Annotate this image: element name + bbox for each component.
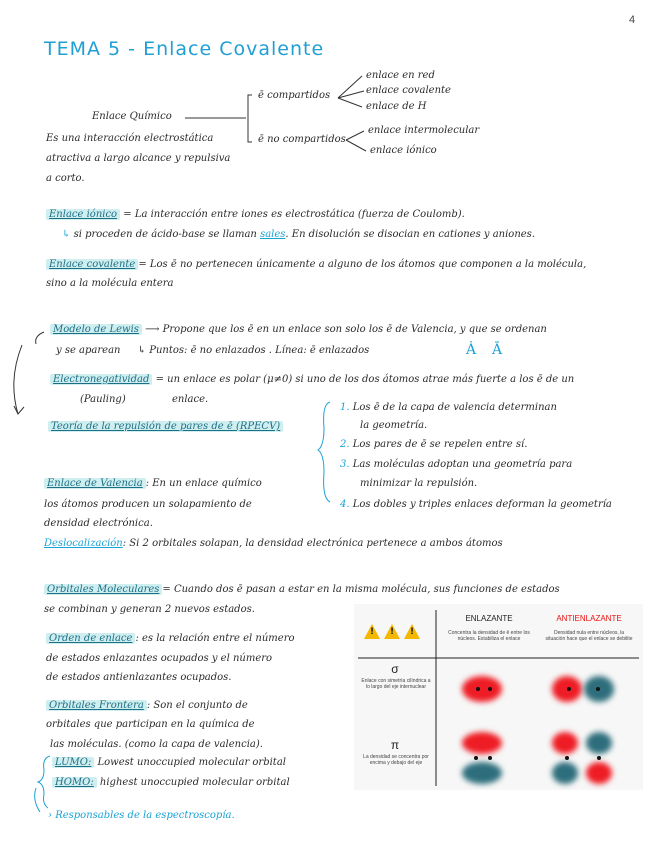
mo-line2: se combinan y generan 2 nuevos estados. [44, 604, 255, 615]
delocalization-text: : Si 2 orbitales solapan, la densidad electrónica pertenece a ambos átomos [122, 538, 503, 549]
page-title: TEMA 5 - Enlace Covalente [44, 38, 325, 60]
frontier-line2: orbitales que participan en la química de [46, 719, 255, 730]
nucleus-dot [474, 756, 478, 760]
rpecv-item: 4. Los dobles y triples enlaces deforman la geometría [340, 499, 612, 510]
valence-bond-line [44, 478, 262, 489]
mo-term: Orbitales Moleculares [44, 584, 162, 595]
nucleus-dot [565, 756, 569, 760]
electronegativity-text: = un enlace es polar (μ≠0) si uno de los dos átomos atrae más fuerte a los ē de un [155, 374, 575, 385]
delocalization-term: Deslocalización [44, 538, 123, 549]
valence-bond-text: : En un enlace químico [145, 478, 262, 489]
page-number: 4 [629, 14, 636, 26]
lewis-line2 [56, 345, 369, 356]
shared-item: enlace en red [366, 70, 435, 81]
row-caption-sigma: Enlace con simetría cilíndrica a lo largo del eje internuclear [361, 678, 431, 690]
rpecv-item: 3. Las moléculas adoptan una geometría para [340, 459, 573, 470]
lumo-line [52, 757, 286, 768]
warning-icon: ! [404, 624, 420, 639]
footer-line [48, 810, 235, 821]
ionic-bond-term: Enlace iónico [46, 209, 120, 220]
rpecv-term: Teoría de la repulsión de pares de ē (RPECV) [48, 421, 283, 432]
frontier-line [46, 700, 248, 711]
homo-label: HOMO: [52, 777, 97, 788]
sigma-bonding-lobe [462, 676, 502, 702]
delocalization-line [44, 538, 503, 549]
lewis-symbol-dot: Ȧ [466, 342, 477, 358]
row-label-sigma: σ [391, 662, 399, 676]
mo-line [44, 584, 560, 595]
frontier-term: Orbitales Frontera [46, 700, 147, 711]
bond-order-line [46, 633, 295, 644]
lewis-symbol-line: Ā [492, 342, 503, 358]
pi-antibonding-lobe [586, 732, 612, 754]
branch-not-shared: ē no compartidos [258, 134, 346, 145]
not-shared-item: enlace intermolecular [368, 125, 480, 136]
ionic-note-post: . En disolución se disocian en cationes y aniones. [285, 229, 535, 240]
not-shared-item: enlace iónico [370, 145, 437, 156]
lumo-text: Lowest unoccupied molecular orbital [97, 757, 286, 768]
lewis-line2b: Puntos: ē no enlazados . Línea: ē enlazados [149, 345, 370, 356]
covalent-bond-line [46, 259, 586, 270]
valence-bond-term: Enlace de Valencia [44, 478, 146, 489]
orbital-table [354, 604, 643, 790]
nucleus-dot [488, 756, 492, 760]
arrow-icon: ↳ [62, 229, 71, 240]
pi-bonding-lobe [462, 762, 502, 784]
nucleus-dot [597, 756, 601, 760]
shared-item: enlace covalente [366, 85, 451, 96]
electronegativity-term: Electronegatividad [50, 374, 152, 385]
col-header-antibonding: ANTIENLAZANTE [556, 614, 622, 623]
ionic-note-term: sales [260, 229, 286, 240]
rpecv-item-cont: la geometría. [360, 420, 428, 431]
homo-line [52, 777, 290, 788]
branch-shared: ē compartidos [258, 90, 331, 101]
col-caption-antibonding: Densidad nula entre núcleos, la situación hace que el enlace se debilite [545, 630, 633, 642]
valence-line3: densidad electrónica. [44, 518, 153, 529]
electronegativity-line [50, 374, 574, 385]
bracket-lines [0, 0, 60, 430]
electroneg-line2a: (Pauling) [80, 394, 126, 405]
pi-bonding-lobe [462, 732, 502, 754]
definition-line: a corto. [46, 173, 85, 184]
bond-order-text: : es la relación entre el número [135, 633, 295, 644]
definition-line: Es una interacción electrostática [46, 133, 214, 144]
lumo-label: LUMO: [52, 757, 94, 768]
definition-line: atractiva a largo alcance y repulsiva [46, 153, 231, 164]
valence-line2: los átomos producen un solapamiento de [44, 499, 252, 510]
pi-antibonding-lobe [586, 762, 612, 784]
nucleus-dot [567, 687, 571, 691]
covalent-bond-term: Enlace covalente [46, 259, 138, 270]
lewis-term: Modelo de Lewis [50, 324, 142, 335]
ionic-bond-text: = La interacción entre iones es electrostática (fuerza de Coulomb). [123, 209, 465, 220]
diagram-root: Enlace Químico [92, 111, 172, 122]
ionic-bond-line [46, 209, 465, 220]
homo-text: highest unoccupied molecular orbital [99, 777, 290, 788]
warning-icon: ! [384, 624, 400, 639]
rpecv-item: 2. Los pares de ē se repelen entre sí. [340, 439, 528, 450]
covalent-bond-line2: sino a la molécula entera [46, 278, 174, 289]
nucleus-dot [476, 687, 480, 691]
frontier-line3: las moléculas. (como la capa de valencia). [50, 739, 263, 750]
arrow-right-icon: ⟶ [145, 324, 160, 335]
rpecv-item: 1. Los ē de la capa de valencia determinan [340, 402, 557, 413]
warning-icon: ! [364, 624, 380, 639]
rpecv-item-cont: minimizar la repulsión. [360, 478, 478, 489]
rpecv-brace [316, 398, 336, 508]
lewis-line2a: y se aparean [56, 345, 121, 356]
pi-antibonding-lobe [552, 762, 578, 784]
lewis-line [50, 324, 547, 335]
footer-text: Responsables de la espectroscopía. [55, 810, 235, 821]
col-caption-bonding: Concentra la densidad de ē entre los núcleos. Estabiliza el enlace [448, 630, 530, 642]
ionic-bond-note [62, 229, 535, 240]
electroneg-line2b: enlace. [172, 394, 209, 405]
ionic-note-pre: si proceden de ácido-base se llaman [73, 229, 257, 240]
covalent-bond-text: = Los ē no pertenecen únicamente a alguno de los átomos que componen a la molécula, [138, 259, 587, 270]
bond-order-line2: de estados enlazantes ocupados y el número [46, 653, 273, 664]
nucleus-dot [488, 687, 492, 691]
pi-antibonding-lobe [552, 732, 578, 754]
lewis-text: Propone que los ē en un enlace son solo los ē de Valencia, y que se ordenan [162, 324, 547, 335]
bond-order-line3: de estados antienlazantes ocupados. [46, 672, 232, 683]
shared-item: enlace de H [366, 101, 427, 112]
rpecv-line [48, 421, 283, 432]
mo-text: = Cuando dos ē pasan a estar en la misma molécula, sus funciones de estados [162, 584, 560, 595]
row-caption-pi: La densidad se concentra por encima y debajo del eje [363, 754, 429, 766]
frontier-text: : Son el conjunto de [146, 700, 248, 711]
bond-order-term: Orden de enlace [46, 633, 135, 644]
arrow-icon: ↳ [137, 345, 147, 356]
arrow-right-icon: › [48, 810, 52, 821]
col-header-bonding: ENLAZANTE [465, 614, 513, 623]
nucleus-dot [596, 687, 600, 691]
row-label-pi: π [390, 738, 400, 752]
